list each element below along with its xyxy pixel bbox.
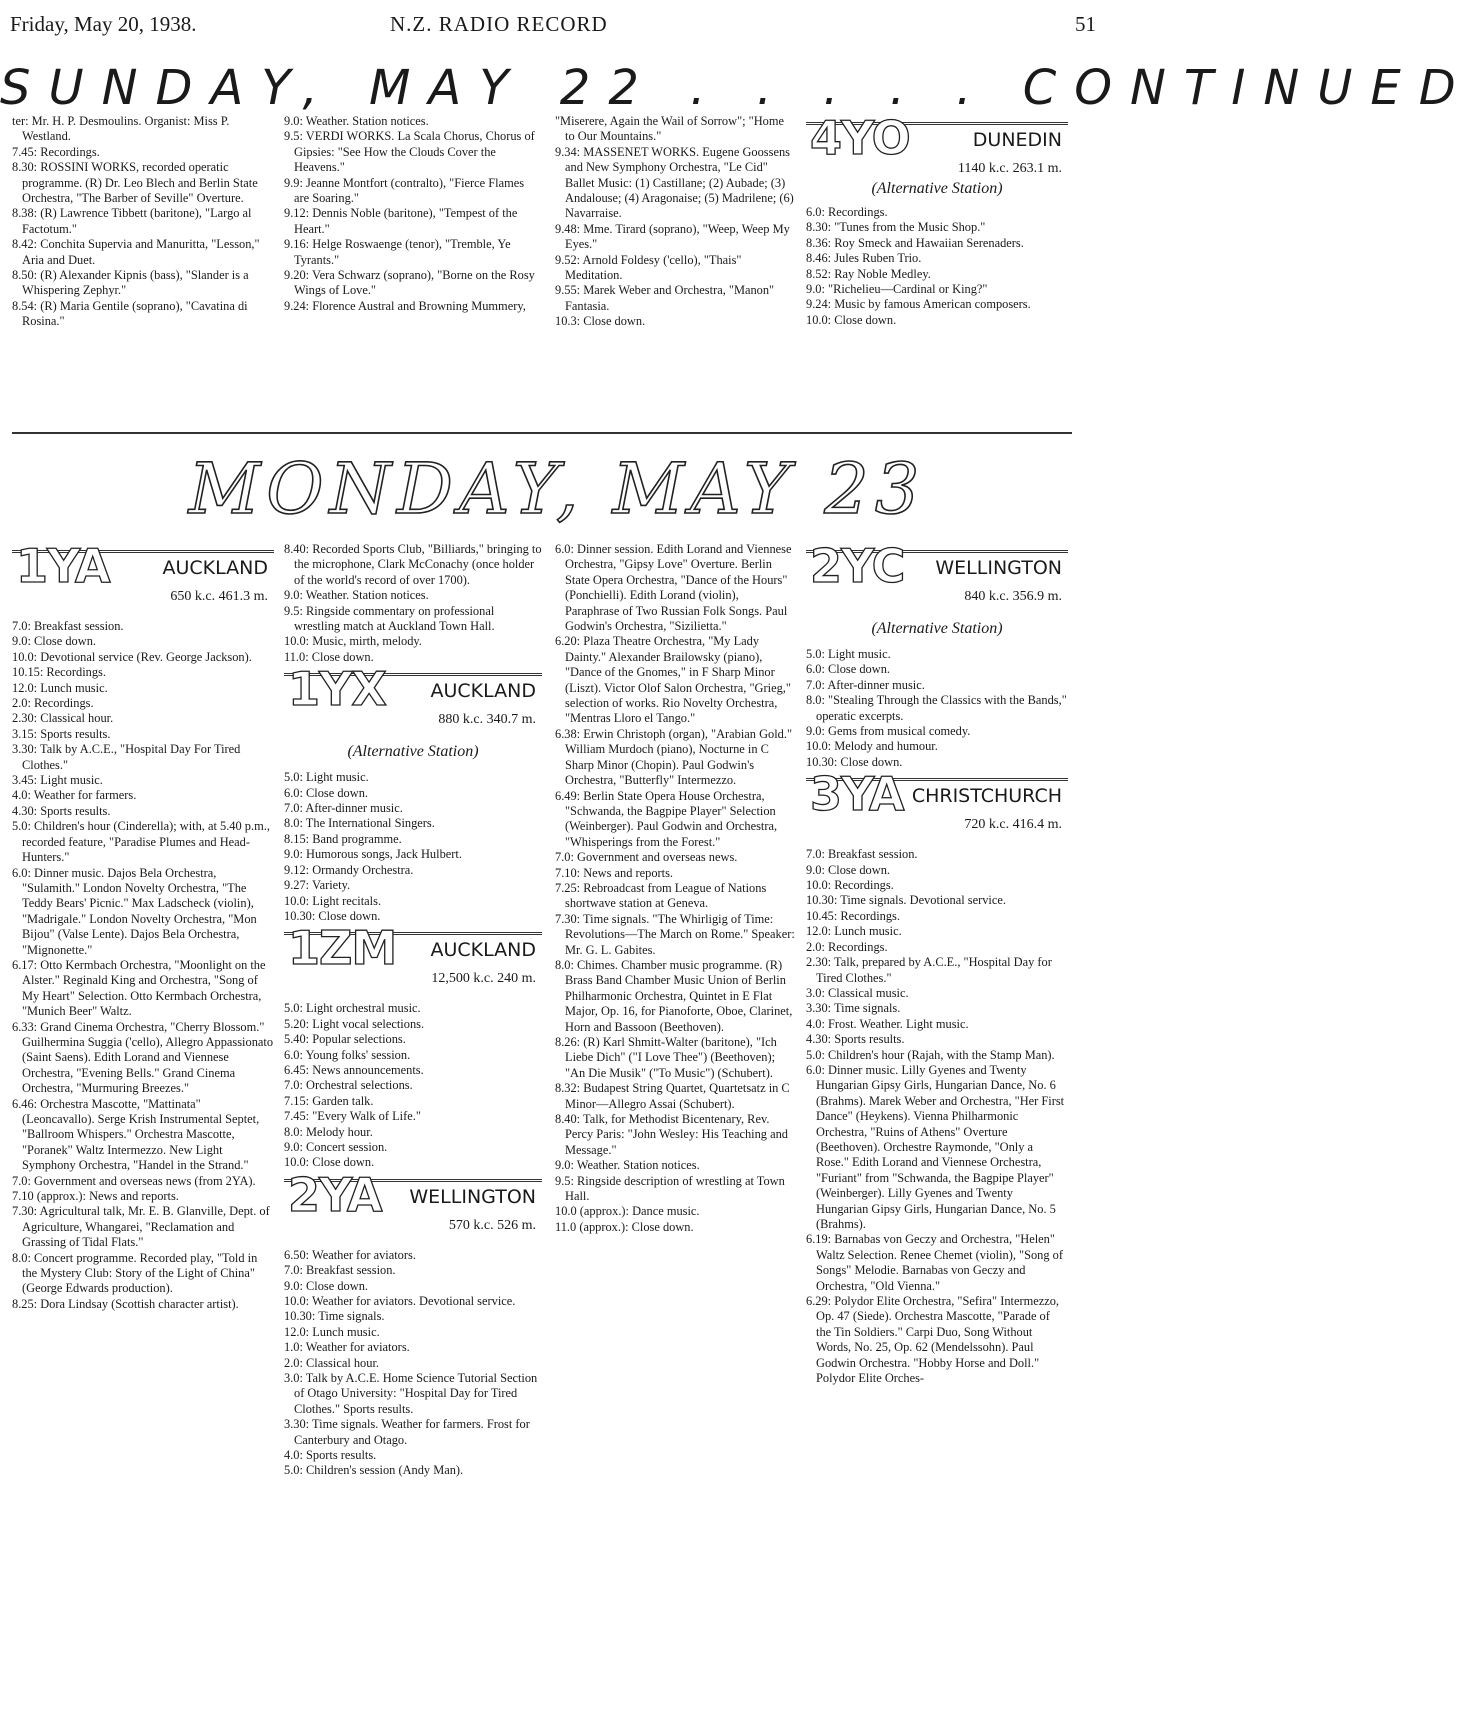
programme-item: 9.16: Helge Roswaenge (tenor), "Tremble, Ye Tyrants." (284, 237, 511, 267)
programme-item: 9.0: Weather. Station notices. (284, 114, 429, 128)
programme-item: 12.0: Lunch music. (12, 680, 108, 695)
programme-item: 9.0: Weather. Station notices. (284, 588, 429, 603)
programme-item: 9.0: Close down. (806, 862, 890, 877)
programme-item: 7.0: Breakfast session. (806, 847, 918, 862)
programme-item: 4.0: Sports results. (284, 1448, 377, 1463)
programme-item: 9.0: Concert session. (284, 1139, 388, 1154)
programme-item: 8.15: Band programme. (284, 831, 402, 846)
monday-1ya-listings (12, 619, 274, 1312)
programme-item: 10.0: Recordings. (806, 878, 894, 893)
sunday-column-1 (12, 114, 274, 330)
programme-item: 9.52: Arnold Foldesy ('cello), "Thais" Meditation. (555, 252, 742, 283)
station-call-sign: 2YC (810, 539, 905, 593)
programme-item: 9.48: Mme. Tirard (soprano), "Weep, Weep My Eyes." (555, 221, 790, 252)
programme-item: 3.15: Sports results. (12, 726, 111, 741)
programme-item: 10.0: Melody and humour. (806, 739, 938, 754)
programme-item: 6.0: Young folks' session. (284, 1047, 411, 1062)
programme-item: 8.30: "Tunes from the Music Shop." (806, 220, 986, 235)
station-call-sign: 2YA (288, 1167, 382, 1222)
programme-item: 8.25: Dora Lindsay (Scottish character artist). (12, 1296, 239, 1311)
programme-item: 8.40: Talk, for Methodist Bicentenary, Rev. Percy Paris: "John Wesley: His Teaching and Message." (555, 1112, 788, 1157)
station-city: DUNEDIN (972, 129, 1062, 151)
programme-item: 8.0: Melody hour. (284, 1124, 373, 1139)
programme-item: 12.0: Lunch music. (806, 924, 902, 939)
station-frequency: 880 k.c. 340.7 m. (438, 712, 536, 728)
programme-item: 10.0: Devotional service (Rev. George Jackson). (12, 649, 252, 664)
station-2yc (806, 539, 1068, 643)
page-number: 51 (1075, 12, 1096, 36)
programme-item: 5.20: Light vocal selections. (284, 1016, 425, 1031)
programme-item: 10.30: Close down. (284, 908, 381, 923)
monday-1zm-listings (284, 1001, 542, 1170)
programme-item: 5.0: Light music. (284, 770, 369, 785)
programme-item: 9.5: VERDI WORKS. La Scala Chorus, Chorus of Gipsies: "See How the Clouds Cover the Heavens." (284, 129, 535, 175)
programme-item: 4.30: Sports results. (12, 803, 111, 818)
programme-item: ter: Mr. H. P. Desmoulins. Organist: Miss P. Westland. (12, 114, 230, 144)
station-frequency: 720 k.c. 416.4 m. (964, 817, 1062, 833)
monday-column-2 (284, 542, 542, 1479)
programme-item: 3.45: Light music. (12, 773, 103, 788)
station-frequency: 12,500 k.c. 240 m. (431, 971, 536, 987)
programme-item: 10.3: Close down. (555, 314, 646, 329)
programme-item: 10.30: Time signals. Devotional service. (806, 893, 1006, 908)
station-alternative-label: (Alternative Station) (871, 620, 1003, 637)
programme-item: 3.30: Time signals. Weather for farmers. Frost for Canterbury and Otago. (284, 1417, 530, 1447)
programme-item: 6.33: Grand Cinema Orchestra, "Cherry Blossom." Guilhermina Suggia ('cello), Allegro Appassionato (Saint Saens). Edith Lorand and Viennese Orchestra, "Evening Bells." Grand Cinema Orchestra, "Murmuring Breezes." (12, 1019, 274, 1096)
station-call-sign: 1ZM (288, 921, 397, 976)
programme-item: 8.52: Ray Noble Medley. (806, 266, 931, 281)
programme-item: 9.0: Humorous songs, Jack Hulbert. (284, 847, 462, 862)
station-call-sign: 4YO (810, 111, 910, 165)
programme-item: 5.0: Children's hour (Rajah, with the Stamp Man). (806, 1047, 1055, 1062)
station-frequency: 650 k.c. 461.3 m. (170, 589, 268, 604)
station-call-sign: 1YA (16, 539, 110, 593)
programme-item: 9.0: Close down. (12, 634, 96, 649)
programme-item: 10.0: Close down. (284, 1155, 375, 1170)
programme-item: 9.5: Ringside description of wrestling at Town Hall. (555, 1173, 785, 1204)
programme-item: 7.25: Rebroadcast from League of Nations shortwave station at Geneva. (555, 880, 767, 911)
programme-item: 5.0: Children's hour (Cinderella); with, at 5.40 p.m., recorded feature, "Paradise Plumes and Head-Hunters." (12, 819, 270, 865)
station-2ya (284, 1167, 542, 1244)
programme-item: 8.0: Concert programme. Recorded play, "Told in the Mystery Club: Story of the Light of China" (George Edwards production). (12, 1250, 258, 1296)
programme-item: 7.0: Breakfast session. (12, 619, 124, 633)
station-frequency: 840 k.c. 356.9 m. (964, 589, 1062, 604)
programme-item: 9.24: Florence Austral and Browning Mummery, (284, 298, 526, 313)
programme-item: 7.0: Government and overseas news (from 2YA). (12, 1173, 256, 1188)
programme-item: 8.40: Recorded Sports Club, "Billiards," bringing to the microphone, Clark McConachy (once holder of the world's record of over 1700). (284, 542, 542, 587)
programme-item: 5.0: Light orchestral music. (284, 1001, 421, 1016)
programme-item: 10.45: Recordings. (806, 908, 900, 923)
programme-item: 11.0 (approx.): Close down. (555, 1219, 694, 1234)
programme-item: 10.0: Music, mirth, melody. (284, 634, 422, 649)
programme-item: 4.0: Weather for farmers. (12, 788, 137, 803)
station-city: WELLINGTON (935, 557, 1062, 579)
monday-banner: MONDAY, MAY 23 (188, 448, 926, 530)
station-city: AUCKLAND (430, 680, 536, 703)
sunday-column-3 (555, 114, 795, 330)
programme-item: 1.0: Weather for aviators. (284, 1340, 410, 1355)
monday-column-3 (555, 542, 795, 1235)
programme-item: 10.15: Recordings. (12, 665, 106, 680)
programme-item: 6.46: Orchestra Mascotte, "Mattinata" (Leoncavallo). Serge Krish Instrumental Septet, "Ballroom Whispers." Orchestra Mascotte, "Poranek" Waltz Intermezzo. New Light Symphony Orchestra, "Handel in the Strand." (12, 1096, 260, 1173)
programme-item: 5.0: Children's session (Andy Man). (284, 1463, 464, 1478)
programme-item: 6.49: Berlin State Opera House Orchestra, "Schwanda, the Bagpipe Player" Selection (Weinberger). Paul Godwin and Orchestra, "Whisperings from the Forest." (555, 788, 778, 849)
programme-item: 9.24: Music by famous American composers. (806, 297, 1031, 312)
section-divider (12, 432, 1072, 434)
programme-item: 9.0: Weather. Station notices. (555, 1158, 700, 1173)
programme-item: 10.0: Close down. (806, 312, 897, 327)
programme-item: 5.0: Light music. (806, 647, 891, 661)
programme-item: 6.17: Otto Kermbach Orchestra, "Moonlight on the Alster." Reginald King and Orchestra, "Song of My Heart" Selection. Otto Kermbach Orchestra, "Munich Beer" Waltz. (12, 957, 266, 1019)
programme-item: 8.36: Roy Smeck and Hawaiian Serenaders. (806, 235, 1024, 250)
programme-item: 8.0: The International Singers. (284, 816, 435, 831)
programme-item: 9.0: Close down. (284, 1278, 368, 1293)
programme-item: 9.12: Ormandy Orchestra. (284, 862, 414, 877)
programme-item: 10.0: Light recitals. (284, 893, 382, 908)
sunday-banner: SUNDAY, MAY 22 . . . . . CONTINUED (0, 60, 1474, 116)
programme-item: 7.10 (approx.): News and reports. (12, 1189, 179, 1204)
monday-1yx-listings (284, 770, 542, 924)
monday-2ya-listings (284, 1248, 542, 1479)
programme-item: 8.32: Budapest String Quartet, Quartetsatz in C Minor—Allegro Assai (Schubert). (555, 1081, 790, 1111)
programme-item: 9.27: Variety. (284, 878, 351, 893)
programme-item: 7.15: Garden talk. (284, 1093, 374, 1108)
programme-item: 3.0: Talk by A.C.E. Home Science Tutorial Section of Otago University: "Hospital Day for Tired Clothes." Sports results. (284, 1371, 538, 1416)
programme-item: "Miserere, Again the Wail of Sorrow"; "Home to Our Mountains." (555, 114, 785, 144)
programme-item: 6.0: Dinner music. Lilly Gyenes and Twenty Hungarian Gipsy Girls, Hungarian Dance, No. 6 (Brahms). Marek Weber and Orchestra, "Her First Dance" (Heykens). Vienna Philharmonic Orchestra, "Ruins of Athens" Overture (Beethoven). Orchestre Raymonde, "Only a Rose." Edith Lorand and Viennese Orchestra, "Furiant" from "Schwanda, the Bagpipe Player" (Weinberger). Lilly Gyenes and Twenty Hungarian Gipsy Girls, Hungarian Dance, No. 5 (Brahms). (806, 1062, 1065, 1231)
station-call-sign: 1YX (288, 662, 386, 717)
programme-item: 8.0: Chimes. Chamber music programme. (R) Brass Band Chamber Music Union of Berlin Philharmonic Orchestra, Quintet in E Flat Major, Op. 16, for Pianoforte, Oboe, Clarinet, Horn and Bassoon (Beethoven). (555, 957, 793, 1034)
programme-item: 8.38: (R) Lawrence Tibbett (baritone), "Largo al Factotum." (12, 206, 252, 236)
station-frequency: 1140 k.c. 263.1 m. (957, 161, 1062, 176)
programme-item: 2.30: Talk, prepared by A.C.E., "Hospital Day for Tired Clothes." (806, 955, 1052, 985)
station-4yo (806, 111, 1068, 201)
programme-item: 9.34: MASSENET WORKS. Eugene Goossens and New Symphony Orchestra, "Le Cid" Ballet Music: (1) Castillane; (2) Aubade; (3) Andalouse; (4) Aragonaise; (5) Madrilene; (6) Navarraise. (555, 144, 794, 221)
programme-item: 8.26: (R) Karl Shmitt-Walter (baritone), "Ich Liebe Dich" ("I Love Thee") (Beethoven); "An Die Musik" ("To Music") (Schubert). (555, 1035, 777, 1080)
programme-item: 6.20: Plaza Theatre Orchestra, "My Lady Dainty." Alexander Brailowsky (piano), "Dance of the Gnomes," in F Sharp Minor (Liszt). Victor Olof Salon Orchestra, "Grieg," selection of works. Rio Novelty Orchestra, "Mentras Lloro el Tango." (555, 634, 791, 726)
programme-item: 8.30: ROSSINI WORKS, recorded operatic programme. (R) Dr. Leo Blech and Berlin State Orchestra, "The Barber of Seville" Overture. (12, 160, 258, 206)
programme-item: 3.0: Classical music. (806, 985, 909, 1000)
monday-3ya-listings (806, 847, 1068, 1386)
sunday-column-4 (806, 111, 1068, 328)
issue-date: Friday, May 20, 1938. (10, 12, 197, 36)
station-frequency: 570 k.c. 526 m. (448, 1217, 536, 1233)
station-3ya (806, 767, 1068, 843)
programme-item: 8.54: (R) Maria Gentile (soprano), "Cavatina di Rosina." (12, 298, 248, 329)
programme-item: 6.0: Dinner session. Edith Lorand and Viennese Orchestra, "Gipsy Love" Overture. Berlin State Opera Orchestra, "Dance of the Hours" (Ponchielli). Edith Lorand (violin), Paraphrase of Two Russian Folk Songs. Paul Godwin's Orchestra, "Sizilietta." (555, 542, 792, 634)
programme-item: 7.30: Agricultural talk, Mr. E. B. Glanville, Dept. of Agriculture, Whangarei, "Reclamation and Grassing of Tidal Flats." (12, 1204, 270, 1250)
programme-item: 9.55: Marek Weber and Orchestra, "Manon" Fantasia. (555, 283, 775, 313)
programme-item: 4.0: Frost. Weather. Light music. (806, 1016, 969, 1031)
programme-item: 2.0: Recordings. (806, 939, 888, 954)
programme-item: 7.45: Recordings. (12, 144, 100, 159)
programme-item: 10.0 (approx.): Dance music. (555, 1204, 700, 1219)
programme-item: 5.40: Popular selections. (284, 1032, 406, 1047)
station-city: CHRISTCHURCH (911, 785, 1062, 808)
programme-item: 10.30: Close down. (806, 754, 903, 769)
running-header (0, 6, 1114, 42)
monday-column-1 (12, 539, 274, 1312)
programme-item: 4.30: Sports results. (806, 1032, 905, 1047)
programme-item: 6.45: News announcements. (284, 1062, 424, 1077)
monday-1ya-listings-continued (284, 542, 542, 665)
sunday-4yo-listings (806, 205, 1068, 328)
programme-item: 6.0: Recordings. (806, 205, 888, 219)
programme-item: 7.0: After-dinner music. (284, 801, 403, 816)
programme-item: 10.30: Time signals. (284, 1309, 385, 1324)
programme-item: 6.0: Close down. (806, 662, 890, 677)
sunday-column-2 (284, 114, 542, 314)
station-city: AUCKLAND (162, 557, 268, 579)
station-alternative-label: (Alternative Station) (347, 743, 479, 761)
station-1zm (284, 921, 542, 997)
programme-item: 9.0: Gems from musical comedy. (806, 724, 971, 739)
programme-item: 8.42: Conchita Supervia and Manuritta, "Lesson," Aria and Duet. (12, 237, 260, 267)
programme-item: 9.0: "Richelieu—Cardinal or King?" (806, 282, 988, 297)
station-alternative-label: (Alternative Station) (871, 180, 1003, 197)
programme-item: 7.30: Time signals. "The Whirligig of Time: Revolutions—The March on Rome." Speaker: Mr. G. L. Gabites. (555, 911, 795, 957)
programme-item: 7.10: News and reports. (555, 865, 674, 880)
programme-item: 7.0: After-dinner music. (806, 677, 925, 692)
programme-item: 9.20: Vera Schwarz (soprano), "Borne on the Rosy Wings of Love." (284, 268, 535, 298)
programme-item: 12.0: Lunch music. (284, 1324, 380, 1339)
programme-item: 3.30: Time signals. (806, 1001, 901, 1016)
programme-item: 6.29: Polydor Elite Orchestra, "Sefira" Intermezzo, Op. 47 (Siede). Orchestra Mascotte, "Parade of the Tin Soldiers." Carpi Duo, Song Without Words, No. 25, Op. 62 (Mendelssohn). Paul Godwin Orchestra. "Hobby Horse and Doll." Polydor Elite Orches- (806, 1294, 1060, 1386)
programme-item: 10.0: Weather for aviators. Devotional service. (284, 1294, 516, 1308)
programme-item: 8.0: "Stealing Through the Classics with the Bands," operatic excerpts. (806, 693, 1067, 723)
station-city: WELLINGTON (409, 1185, 536, 1208)
programme-item: 6.38: Erwin Christoph (organ), "Arabian Gold." William Murdoch (piano), Nocturne in C Sharp Minor (Chopin). Paul Godwin's Orchestra, "Butterfly" Intermezzo. (555, 726, 793, 788)
programme-item: 2.30: Classical hour. (12, 711, 114, 726)
programme-item: 2.0: Classical hour. (284, 1355, 379, 1370)
station-1ya (12, 539, 274, 615)
programme-item: 7.0: Breakfast session. (284, 1263, 396, 1278)
station-city: AUCKLAND (430, 939, 536, 962)
publication-title: N.Z. RADIO RECORD (390, 12, 608, 36)
programme-item: 7.0: Orchestral selections. (284, 1078, 413, 1093)
programme-item: 9.9: Jeanne Montfort (contralto), "Fierce Flames are Soaring." (284, 175, 525, 206)
programme-item: 3.30: Talk by A.C.E., "Hospital Day For Tired Clothes." (12, 742, 241, 772)
programme-item: 7.45: "Every Walk of Life." (284, 1109, 421, 1124)
monday-2yc-listings (806, 647, 1068, 770)
programme-item: 9.5: Ringside commentary on professional wrestling match at Auckland Town Hall. (284, 603, 495, 634)
station-call-sign: 3YA (810, 767, 904, 822)
programme-item: 8.46: Jules Ruben Trio. (806, 251, 922, 266)
programme-item: 2.0: Recordings. (12, 696, 94, 711)
programme-item: 6.0: Dinner music. Dajos Bela Orchestra, "Sulamith." London Novelty Orchestra, "The Teddy Bears' Picnic." Max Ladscheck (violin), "Madrigale." London Novelty Orchestra, "Mon Bijou" (Valse Lente). Dajos Bela Orchestra, "Mignonette." (12, 865, 257, 957)
programme-item: 8.50: (R) Alexander Kipnis (bass), "Slander is a Whispering Zephyr." (12, 268, 249, 298)
programme-item: 9.12: Dennis Noble (baritone), "Tempest of the Heart." (284, 206, 518, 236)
programme-item: 6.19: Barnabas von Geczy and Orchestra, "Helen" Waltz Selection. Renee Chemet (violin), "Song of Songs" Melodie. Barnabas von Geczy and Orchestra, "Old Vienna." (806, 1232, 1063, 1293)
station-1yx (284, 662, 542, 766)
programme-item: 7.0: Government and overseas news. (555, 850, 738, 865)
programme-item: 6.50: Weather for aviators. (284, 1247, 416, 1262)
programme-item: 11.0: Close down. (284, 649, 374, 664)
programme-item: 6.0: Close down. (284, 785, 368, 800)
monday-column-4 (806, 539, 1068, 1386)
